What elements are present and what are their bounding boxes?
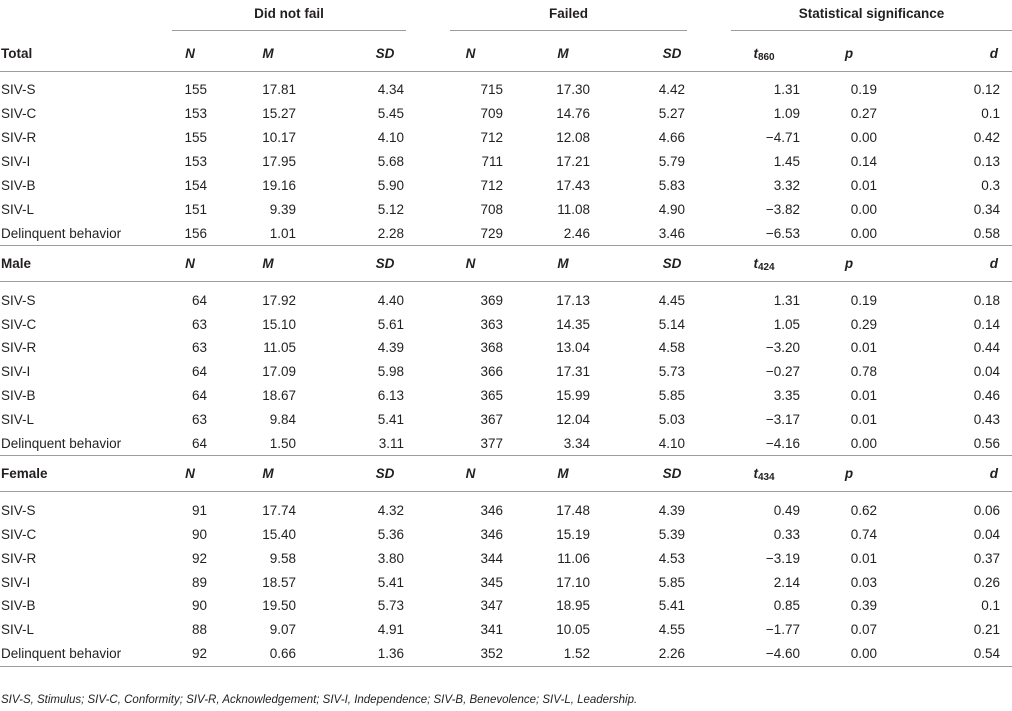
table-cell: 17.31: [556, 364, 591, 380]
table-cell: 6.13: [377, 388, 405, 404]
table-cell: 9.39: [269, 201, 296, 217]
table-cell: 13.04: [556, 340, 591, 356]
table-cell: 346: [406, 492, 503, 522]
table-cell: −6.53: [765, 225, 801, 241]
table-cell: 1.50: [269, 436, 296, 452]
table-cell: 4.55: [658, 622, 686, 638]
table-row: [0, 150, 1012, 174]
group-header-did-not-fail: Did not fail: [172, 6, 406, 31]
column-header-n: N: [406, 456, 503, 492]
column-header-m: M: [503, 456, 593, 492]
column-header-sd: SD: [662, 46, 682, 61]
table-cell: 18.67: [262, 388, 296, 404]
table-cell: 368: [480, 340, 504, 356]
table-cell: 4.39: [593, 492, 687, 522]
table-cell: 0.85: [773, 598, 801, 614]
group-header-failed: Failed: [450, 6, 687, 31]
table-cell: 15.27: [262, 106, 296, 122]
table-cell: 4.34: [296, 72, 406, 102]
column-header-m: M: [208, 246, 296, 282]
table-cell: 11.08: [557, 201, 591, 217]
column-header-p: p: [801, 246, 889, 282]
group-header-row: [0, 0, 1012, 36]
table-cell: 17.48: [503, 492, 593, 522]
table-cell: 4.42: [593, 72, 687, 102]
table-cell: 5.61: [377, 316, 405, 332]
table-cell: −3.20: [765, 340, 801, 356]
table-cell: 708: [480, 201, 504, 217]
section-title: Total: [1, 46, 33, 61]
table-row: [0, 126, 1012, 150]
column-header-d: d: [989, 46, 999, 61]
table-cell: 2.28: [377, 225, 405, 241]
table-cell: 15.19: [556, 526, 591, 542]
column-header-n: N: [152, 456, 208, 492]
table-cell: 5.12: [377, 201, 405, 217]
column-header-t-label: t: [753, 466, 758, 482]
table-cell: −4.16: [765, 436, 801, 452]
table-cell: 4.10: [658, 436, 686, 452]
table-cell: 11.05: [263, 340, 296, 356]
table-cell: 0.00: [801, 642, 889, 666]
table-cell: 63: [191, 316, 207, 332]
table-cell: 90: [191, 598, 207, 614]
table-cell: 5.98: [377, 364, 405, 380]
row-label: SIV-R: [1, 340, 37, 356]
table-cell: 17.92: [208, 282, 296, 312]
table-cell: 0.34: [973, 201, 1001, 217]
column-header-t-df: 860: [757, 52, 775, 63]
table-row: [0, 618, 1012, 642]
table-cell: 0.78: [850, 364, 878, 380]
table-cell: 10.05: [556, 622, 591, 638]
table-cell: 5.36: [377, 526, 405, 542]
table-cell: 5.83: [658, 178, 686, 193]
column-header-sd: SD: [296, 246, 406, 282]
table-cell: 1.45: [773, 154, 801, 170]
table-cell: 1.36: [296, 642, 406, 666]
table-cell: 153: [184, 106, 207, 122]
table-cell: 3.34: [563, 436, 591, 452]
table-cell: 4.32: [296, 492, 406, 522]
table-cell: 5.27: [658, 106, 686, 122]
table-cell: 0.00: [850, 130, 878, 146]
table-cell: 90: [191, 526, 207, 542]
table-cell: 0.56: [973, 436, 1001, 452]
table-row: [0, 221, 1012, 245]
column-header-n: N: [465, 46, 476, 61]
table-cell: 5.85: [658, 388, 686, 404]
table-cell: 3.80: [377, 550, 405, 566]
table-cell: 89: [191, 574, 207, 590]
row-label: SIV-S: [0, 282, 152, 312]
table-cell: 5.41: [377, 574, 405, 590]
table-cell: 0.04: [973, 526, 1001, 542]
table-cell: 0.29: [850, 316, 878, 332]
row-label: SIV-S: [0, 72, 152, 102]
table-cell: 0.01: [850, 550, 878, 566]
table-cell: 366: [480, 364, 504, 380]
table-cell: 18.95: [556, 598, 591, 614]
table-cell: 347: [480, 598, 504, 614]
table-cell: 18.57: [262, 574, 296, 590]
table-cell: 0.13: [973, 154, 1001, 170]
table-cell: −0.27: [765, 364, 801, 380]
table-cell: 0.43: [973, 412, 1001, 428]
table-cell: 154: [184, 178, 207, 193]
section-title: Female: [0, 456, 152, 492]
table-cell: 2.46: [563, 225, 591, 241]
table-cell: 0.18: [889, 282, 1012, 312]
table-row: [0, 312, 1012, 336]
table-cell: 0.00: [850, 201, 878, 217]
table-cell: 15.40: [262, 526, 296, 542]
table-cell: 5.41: [658, 598, 686, 614]
table-row: [0, 174, 1012, 198]
table-cell: 0.3: [981, 178, 1001, 193]
row-label: Delinquent behavior: [1, 225, 122, 241]
table-cell: −1.77: [765, 622, 801, 638]
row-label: SIV-C: [1, 106, 37, 122]
table-cell: 3.35: [773, 388, 801, 404]
table-cell: 1.31: [687, 72, 801, 102]
table-cell: 365: [480, 388, 504, 404]
column-header-t: [687, 246, 801, 282]
table-cell: 17.81: [208, 72, 296, 102]
table-cell: 0.07: [850, 622, 878, 638]
table-cell: −4.60: [687, 642, 801, 666]
table-cell: 92: [191, 550, 207, 566]
column-header-d: d: [889, 456, 1012, 492]
table-cell: 64: [191, 436, 207, 452]
table-row: [0, 570, 1012, 594]
table-cell: 1.52: [503, 642, 593, 666]
table-cell: 2.26: [593, 642, 687, 666]
table-cell: 0.49: [687, 492, 801, 522]
table-row: [0, 336, 1012, 360]
row-label: SIV-B: [1, 598, 36, 614]
table-cell: −3.17: [765, 412, 801, 428]
table-cell: 4.10: [377, 130, 405, 146]
table-cell: 341: [480, 622, 504, 638]
table-cell: 715: [406, 72, 503, 102]
table-cell: 4.66: [658, 130, 686, 146]
table-cell: 11.06: [557, 550, 591, 566]
table-cell: 729: [480, 225, 504, 241]
row-label: SIV-I: [1, 574, 31, 590]
table-cell: 4.39: [377, 340, 405, 356]
table-cell: 0.19: [801, 282, 889, 312]
table-cell: 155: [184, 130, 207, 146]
column-header-sd: SD: [375, 46, 395, 61]
table-cell: 14.35: [556, 316, 591, 332]
table-cell: 5.45: [377, 106, 405, 122]
column-header-t: [687, 456, 801, 492]
table-cell: 4.40: [296, 282, 406, 312]
table-cell: 346: [480, 526, 504, 542]
table-cell: 64: [191, 364, 207, 380]
table-cell: 12.08: [556, 130, 591, 146]
table-row: [0, 546, 1012, 570]
table-cell: 352: [406, 642, 503, 666]
table-cell: −3.82: [765, 201, 801, 217]
section-header-row: [0, 36, 1012, 72]
table-cell: 0.58: [973, 225, 1001, 241]
table-cell: 5.79: [658, 154, 686, 170]
table-cell: 0.03: [850, 574, 878, 590]
table-cell: 709: [480, 106, 504, 122]
row-label: SIV-I: [1, 154, 31, 170]
table-cell: 15.99: [556, 388, 591, 404]
column-header-p: p: [801, 456, 889, 492]
table-footnote: SIV-S, Stimulus; SIV-C, Conformity; SIV-R, Acknowledgement; SIV-I, Independence; SIV-B, Benevolence; SIV-L, Leadership.: [1, 694, 638, 706]
table-cell: 0.00: [850, 225, 878, 241]
table-cell: 712: [480, 130, 504, 146]
table-row: [0, 522, 1012, 546]
table-cell: 91: [152, 492, 208, 522]
section-title: Male: [0, 246, 152, 282]
column-header-sd: SD: [593, 246, 687, 282]
table-cell: 0.01: [850, 178, 878, 193]
table-cell: 369: [406, 282, 503, 312]
table-cell: 0.26: [973, 574, 1001, 590]
table-cell: 5.41: [377, 412, 405, 428]
column-header-t-df: 424: [757, 262, 775, 274]
section-header-row: [0, 246, 1012, 282]
table-cell: 4.58: [658, 340, 686, 356]
row-label: SIV-B: [1, 388, 36, 404]
column-header-m: M: [557, 46, 569, 61]
column-header-n: N: [406, 246, 503, 282]
table-cell: 0.33: [773, 526, 801, 542]
row-label: SIV-R: [1, 550, 37, 566]
table-row: [0, 282, 1012, 312]
table-cell: 1.05: [773, 316, 801, 332]
table-cell: 5.85: [658, 574, 686, 590]
column-header-p: p: [844, 46, 854, 61]
table-cell: 63: [191, 340, 207, 356]
table-cell: 17.09: [262, 364, 296, 380]
column-header-sd: SD: [296, 456, 406, 492]
row-label: SIV-S: [0, 492, 152, 522]
table-cell: 0.39: [850, 598, 878, 614]
column-header-d: d: [889, 246, 1012, 282]
table-cell: 0.1: [981, 598, 1001, 614]
table-cell: 0.01: [850, 388, 878, 404]
table-cell: 155: [152, 72, 208, 102]
column-header-n: N: [152, 246, 208, 282]
table-cell: 17.13: [503, 282, 593, 312]
table-cell: 9.07: [269, 622, 296, 638]
table-cell: 12.04: [556, 412, 591, 428]
column-header-t-label: t: [753, 46, 758, 61]
table-cell: 14.76: [556, 106, 591, 122]
table-cell: 344: [480, 550, 504, 566]
table-cell: 5.73: [658, 364, 686, 380]
row-label: Delinquent behavior: [1, 436, 122, 452]
column-header-t: [687, 36, 801, 72]
table-cell: 0.14: [973, 316, 1001, 332]
table-cell: 3.11: [378, 436, 405, 452]
table-cell: 9.84: [269, 412, 296, 428]
table-cell: 156: [184, 225, 207, 241]
table-cell: 0.66: [208, 642, 296, 666]
table-row: [0, 72, 1012, 102]
row-label: SIV-B: [1, 178, 36, 193]
table-cell: 5.73: [377, 598, 405, 614]
table-cell: 0.19: [801, 72, 889, 102]
table-cell: 0.14: [850, 154, 878, 170]
table-cell: 15.10: [262, 316, 296, 332]
column-header-t-label: t: [753, 256, 758, 272]
table-cell: 64: [152, 282, 208, 312]
column-header-sd: SD: [593, 456, 687, 492]
table-cell: 4.91: [377, 622, 405, 638]
table-row: [0, 594, 1012, 618]
table-row: [0, 642, 1012, 666]
table-row: [0, 360, 1012, 384]
table-cell: 17.43: [556, 178, 591, 193]
table-row: [0, 102, 1012, 126]
table-cell: 19.16: [262, 178, 296, 193]
table-cell: 4.53: [658, 550, 686, 566]
table-cell: 0.01: [850, 340, 878, 356]
table-body: [0, 36, 1012, 666]
table-cell: 0.1: [981, 106, 1001, 122]
row-label: SIV-L: [1, 622, 35, 638]
table-cell: 0.62: [801, 492, 889, 522]
table-cell: 0.46: [973, 388, 1001, 404]
row-label: SIV-I: [1, 364, 31, 380]
table-row: [0, 492, 1012, 522]
table-cell: 0.37: [973, 550, 1001, 566]
table-cell: 363: [480, 316, 504, 332]
table-cell: 10.17: [262, 130, 296, 146]
table-cell: 5.90: [377, 178, 405, 193]
table-cell: 0.54: [889, 642, 1012, 666]
table-cell: 5.14: [658, 316, 686, 332]
table-cell: 377: [480, 436, 504, 452]
row-label: Delinquent behavior: [0, 642, 152, 666]
table-cell: 4.90: [658, 201, 686, 217]
table-cell: −4.71: [765, 130, 801, 146]
table-cell: 5.03: [658, 412, 686, 428]
table-cell: 88: [191, 622, 207, 638]
table-cell: 711: [481, 154, 504, 170]
table-cell: 1.31: [687, 282, 801, 312]
table-cell: 0.06: [889, 492, 1012, 522]
table-row: [0, 408, 1012, 432]
table-cell: 63: [191, 412, 207, 428]
table-cell: 0.44: [973, 340, 1001, 356]
table-cell: 4.45: [593, 282, 687, 312]
table-cell: 0.42: [973, 130, 1001, 146]
table-cell: 3.46: [658, 225, 686, 241]
column-header-m: M: [208, 456, 296, 492]
row-label: SIV-R: [1, 130, 37, 146]
table-cell: 19.50: [262, 598, 296, 614]
table-cell: 17.74: [208, 492, 296, 522]
table-cell: 5.68: [377, 154, 405, 170]
table-cell: 3.32: [773, 178, 801, 193]
table-cell: 0.74: [850, 526, 878, 542]
table-cell: 0.12: [889, 72, 1012, 102]
column-header-m: M: [503, 246, 593, 282]
table-cell: 153: [184, 154, 207, 170]
table-cell: −3.19: [765, 550, 801, 566]
table-cell: 1.01: [269, 225, 296, 241]
table-cell: 0.21: [973, 622, 1001, 638]
row-label: SIV-L: [1, 412, 35, 428]
column-header-m: M: [262, 46, 274, 61]
table-cell: 712: [480, 178, 504, 193]
table-cell: 0.00: [850, 436, 878, 452]
table-cell: 345: [480, 574, 504, 590]
table-cell: 1.09: [773, 106, 801, 122]
table-cell: 5.39: [658, 526, 686, 542]
table-cell: 17.10: [556, 574, 591, 590]
table-cell: 17.95: [262, 154, 296, 170]
row-label: SIV-L: [1, 201, 35, 217]
table-row: [0, 197, 1012, 221]
table-cell: 151: [184, 201, 207, 217]
table-cell: 17.30: [503, 72, 593, 102]
table-cell: 0.27: [850, 106, 878, 122]
row-label: SIV-C: [1, 526, 37, 542]
table-cell: 9.58: [269, 550, 296, 566]
section-header-row: [0, 456, 1012, 492]
table-cell: 2.14: [773, 574, 801, 590]
table-row: [0, 432, 1012, 456]
table-cell: 0.04: [973, 364, 1001, 380]
table-cell: 64: [191, 388, 207, 404]
table-row: [0, 384, 1012, 408]
row-label: SIV-C: [1, 316, 37, 332]
table-cell: 92: [152, 642, 208, 666]
table-cell: 367: [480, 412, 504, 428]
group-header-statistical-significance: Statistical significance: [731, 6, 1012, 31]
column-header-n: N: [185, 46, 195, 61]
table-cell: 0.01: [850, 412, 878, 428]
column-header-t-df: 434: [757, 472, 775, 484]
table-cell: 17.21: [556, 154, 591, 170]
